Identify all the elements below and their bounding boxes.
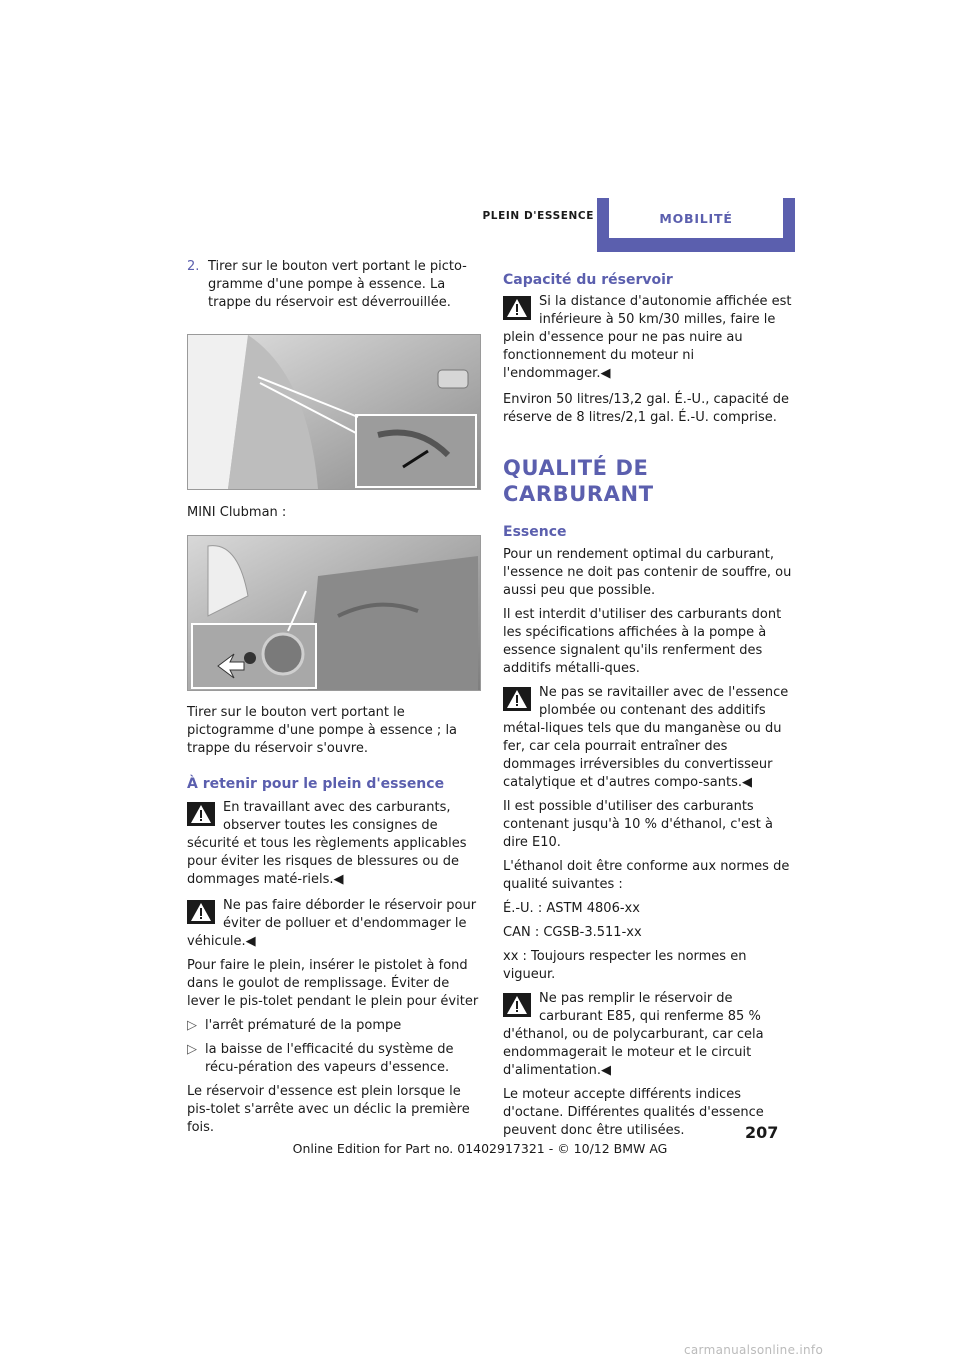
step-number: 2. [187,259,200,274]
watermark: carmanualsonline.info [684,1343,824,1357]
paragraph-metal-additives: Il est interdit d'utiliser des carburants dont les spécifications affichées à la pompe à essence signalent qu'ils renferment des additifs métalli-ques. [503,607,782,676]
warning-triangle-icon [503,993,531,1017]
photo-trunk-illustration [188,335,480,489]
photo-fuel-button-trunk [187,334,481,490]
bullet-text: la baisse de l'efficacité du système de récu-pération des vapeurs d'essence. [205,1042,454,1075]
warning-overflow [187,897,483,951]
norm-xx: xx : Toujours respecter les normes en vigueur. [503,949,747,982]
chapter-tab [597,198,795,252]
paragraph-ethanol-norms: L'éthanol doit être conforme aux normes de qualité suivantes : [503,859,790,892]
bullet-marker: ▷ [187,1042,197,1057]
heading-essence: Essence [503,524,567,540]
warning-range-text: Si la distance d'autonomie affichée est inférieure à 50 km/30 milles, faire le plein d'essence pour ne pas nuire au fonctionnement du moteur ni l'endommager.◀ [503,294,792,381]
chapter-tab-label: MOBILITÉ [659,210,733,226]
warning-leaded [503,684,799,792]
right-column [503,270,799,1140]
heading-refuel-tips: À retenir pour le plein d'essence [187,776,445,792]
photo-fuel-button-clubman [187,535,481,691]
paragraph-octane: Le moteur accepte différents indices d'octane. Différentes qualités d'essence peuvent donc être utilisées. [503,1087,764,1138]
photo-clubman-illustration [188,536,480,690]
paragraph-fill-procedure: Pour faire le plein, insérer le pistolet à fond dans le goulot de remplissage. Éviter de lever le pis-tolet pendant le plein pour éviter [187,958,479,1009]
warning-triangle-icon [187,802,215,826]
bullet-item [187,1017,483,1035]
bullet-marker: ▷ [187,1018,197,1033]
warning-range [503,293,799,383]
heading-fuel-quality: QUALITÉ DE CARBURANT [503,456,654,506]
bullet-text: l'arrêt prématuré de la pompe [205,1018,402,1033]
warning-e85-text: Ne pas remplir le réservoir de carburant E85, qui renferme 85 % d'éthanol, ou de polycarburant, car cela endommagerait le moteur et le circuit d'alimentation.◀ [503,991,764,1078]
left-column [187,258,483,1137]
step-2 [187,258,483,312]
warning-safety-text: En travaillant avec des carburants, observer toutes les consignes de sécurité et tous les règlements applicables pour éviter les risques de blessures ou de dommages maté-riels.◀ [187,800,467,887]
warning-overflow-text: Ne pas faire déborder le réservoir pour éviter de polluer et d'endommager le véhicule.◀ [187,898,477,949]
heading-tank-capacity: Capacité du réservoir [503,272,673,288]
warning-leaded-text: Ne pas se ravitailler avec de l'essence plombée ou contenant des additifs métal-liques tels que du manganèse ou du fer, car cela pourrait entraîner des dommages irréversibles du convertisseur catalytique et d'autres compo-sants.◀ [503,685,789,790]
warning-triangle-icon [503,296,531,320]
clubman-label: MINI Clubman : [187,505,287,520]
page-number: 207 [745,1123,779,1142]
warning-triangle-icon [503,687,531,711]
paragraph-tank-full: Le réservoir d'essence est plein lorsque le pis-tolet s'arrête avec un déclic la première fois. [187,1084,470,1135]
step-2-text: Tirer sur le bouton vert portant le picto-gramme d'une pompe à essence. La trappe du réservoir est déverrouillée. [208,259,467,310]
running-header-section: PLEIN D'ESSENCE [482,210,594,222]
paragraph-capacity: Environ 50 litres/13,2 gal. É.-U., capacité de réserve de 8 litres/2,1 gal. É.-U. comprise. [503,392,790,425]
paragraph-ethanol: Il est possible d'utiliser des carburants contenant jusqu'à 10 % d'éthanol, c'est à dire E10. [503,799,773,850]
warning-safety [187,799,483,889]
warning-e85 [503,990,799,1080]
clubman-instruction: Tirer sur le bouton vert portant le pictogramme d'une pompe à essence ; la trappe du réservoir s'ouvre. [187,705,458,756]
paragraph-sulfur: Pour un rendement optimal du carburant, l'essence ne doit pas contenir de souffre, ou aussi peu que possible. [503,547,792,598]
norm-can: CAN : CGSB-3.511-xx [503,925,642,940]
bullet-item [187,1041,483,1077]
footer-edition: Online Edition for Part no. 01402917321 - © 10/12 BMW AG [292,1141,668,1156]
norm-us: É.-U. : ASTM 4806-xx [503,901,640,916]
warning-triangle-icon [187,900,215,924]
